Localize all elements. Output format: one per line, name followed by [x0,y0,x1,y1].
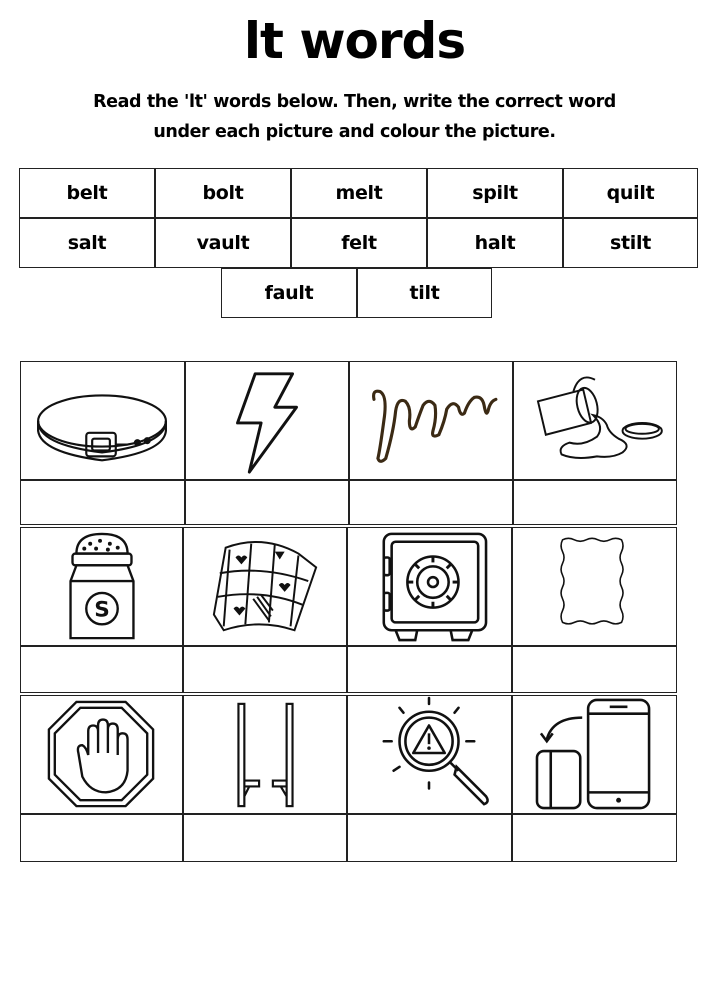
answer-box-spilt[interactable] [513,480,677,525]
picture-felt-cell [512,527,677,646]
answer-box-halt[interactable] [20,814,183,862]
salt-label: S [94,597,110,623]
picture-bolt-cell [185,361,349,480]
vault-safe-icon [348,528,511,645]
picture-spilt-cell [513,361,677,480]
lightning-bolt-icon [186,362,348,479]
picture-tilt-cell [512,695,677,814]
belt-icon [21,362,184,479]
answer-box-bolt[interactable] [185,480,349,525]
word-tilt: tilt [357,268,492,318]
fault-warning-magnifier-icon [348,696,511,813]
picture-melt-cell [349,361,513,480]
stilts-icon [184,696,346,813]
answer-box-salt[interactable] [20,646,183,693]
instructions-line-1: Read the 'lt' words below. Then, write the correct word [93,92,616,112]
quilt-icon [184,528,346,645]
answer-box-stilt[interactable] [183,814,347,862]
word-vault: vault [155,218,291,268]
answer-box-belt[interactable] [20,480,185,525]
picture-salt-cell [20,527,183,646]
picture-stilt-cell [183,695,347,814]
page-title: lt words [243,12,466,70]
answer-box-felt[interactable] [512,646,677,693]
word-belt: belt [19,168,155,218]
answer-box-quilt[interactable] [183,646,347,693]
answer-box-melt[interactable] [349,480,513,525]
word-salt: salt [19,218,155,268]
word-bolt: bolt [155,168,291,218]
felt-square-icon [513,528,676,645]
instructions-line-2: under each picture and colour the picture. [153,122,556,142]
word-stilt: stilt [563,218,698,268]
stop-hand-halt-icon [21,696,182,813]
picture-fault-cell [347,695,512,814]
word-halt: halt [427,218,563,268]
picture-quilt-cell [183,527,347,646]
word-fault: fault [221,268,357,318]
word-melt: melt [291,168,427,218]
word-felt: felt [291,218,427,268]
answer-box-fault[interactable] [347,814,512,862]
tilt-phone-icon [513,696,676,813]
picture-vault-cell [347,527,512,646]
spilt-paint-can-icon [514,362,676,479]
picture-halt-cell [20,695,183,814]
picture-belt-cell [20,361,185,480]
salt-shaker-icon [21,528,182,645]
answer-box-vault[interactable] [347,646,512,693]
word-quilt: quilt [563,168,698,218]
answer-box-tilt[interactable] [512,814,677,862]
melted-drip-icon [350,362,512,479]
word-spilt: spilt [427,168,563,218]
